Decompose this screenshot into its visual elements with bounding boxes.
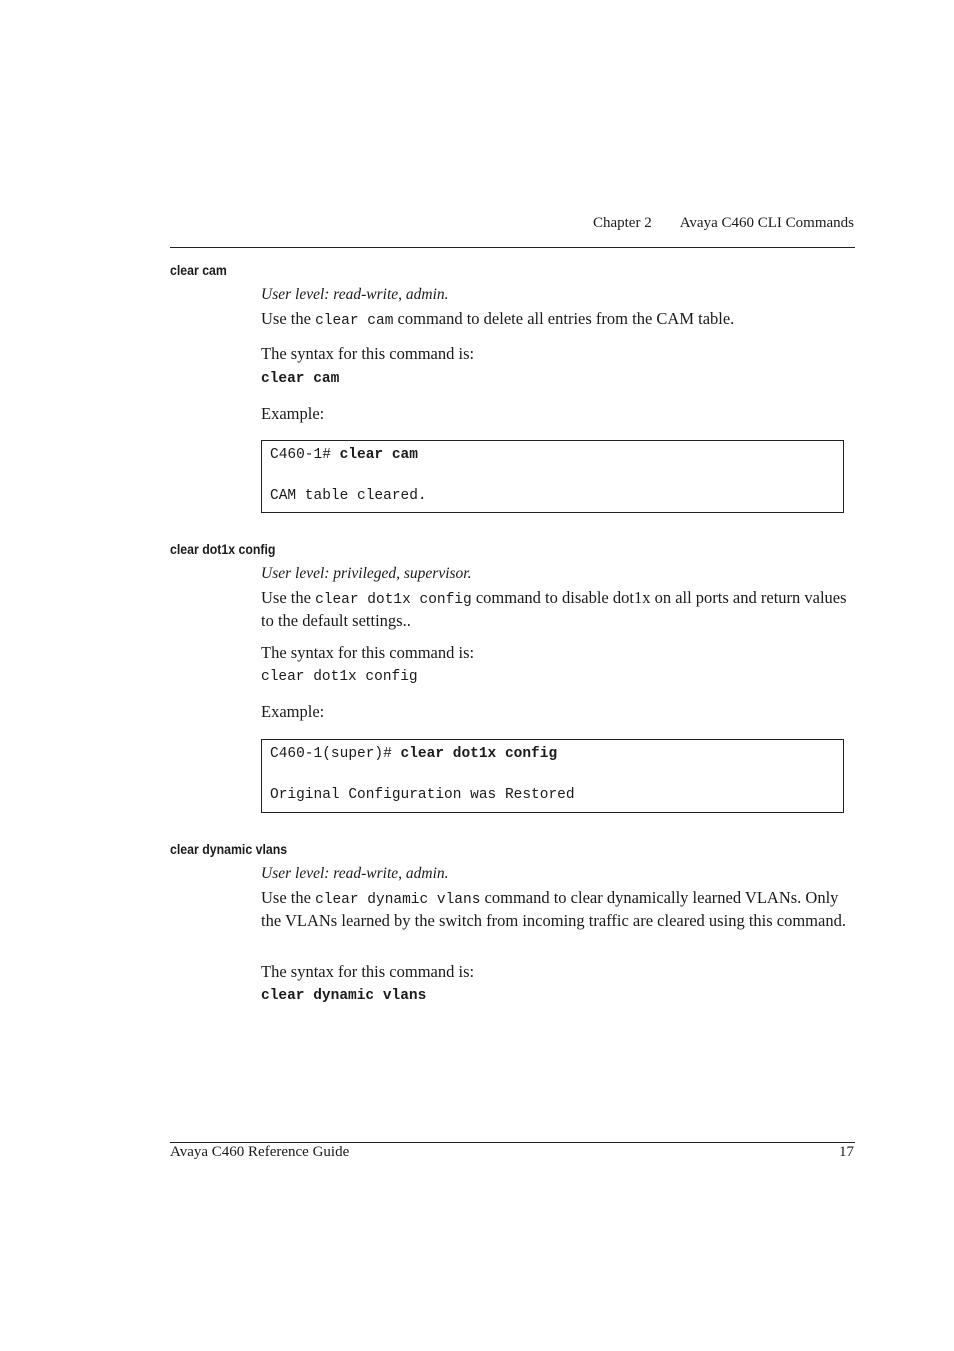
inline-command: clear dynamic vlans (315, 892, 481, 908)
inline-command: clear cam (315, 313, 394, 329)
syntax-command: clear dot1x config (261, 669, 418, 685)
footer-rule (170, 1142, 855, 1143)
description-text: command to disable dot1x on all ports and return values to the default settings.. (261, 588, 847, 630)
page-number: 17 (839, 1144, 854, 1160)
chapter-label: Chapter 2 (592, 215, 652, 231)
user-level: User level: privileged, supervisor. (261, 565, 472, 582)
syntax-command: clear dynamic vlans (261, 988, 427, 1004)
example-box (261, 440, 844, 513)
example-label: Example: (261, 404, 325, 423)
cli-command: clear cam (339, 447, 418, 463)
footer-guide-title: Avaya C460 Reference Guide (170, 1144, 350, 1160)
description-text: command to delete all entries from the CAM table. (393, 309, 735, 328)
syntax-command: clear cam (261, 371, 340, 387)
description (261, 888, 855, 930)
description-text: Use the (261, 309, 316, 328)
chapter-title: Avaya C460 CLI Commands (679, 215, 854, 231)
header-rule (170, 247, 855, 248)
section-heading-clear-dot1x-config: clear dot1x config (170, 541, 276, 557)
inline-command: clear dot1x config (315, 592, 472, 608)
section-heading-clear-dynamic-vlans: clear dynamic vlans (170, 841, 288, 857)
syntax-intro: The syntax for this command is: (261, 344, 475, 363)
syntax-intro: The syntax for this command is: (261, 962, 475, 981)
description-text: Use the (261, 588, 316, 607)
running-header (593, 215, 854, 232)
example-command-line (270, 746, 557, 762)
section-heading-clear-cam: clear cam (170, 262, 227, 278)
cli-command: clear dot1x config (400, 746, 558, 762)
cli-output: CAM table cleared. (270, 488, 427, 504)
description (261, 588, 855, 630)
syntax-intro: The syntax for this command is: (261, 643, 475, 662)
cli-output: Original Configuration was Restored (270, 787, 575, 803)
example-label: Example: (261, 702, 325, 721)
user-level: User level: read-write, admin. (261, 865, 449, 882)
description (261, 309, 855, 332)
user-level: User level: read-write, admin. (261, 286, 449, 303)
description-text: Use the (261, 888, 316, 907)
example-command-line (270, 447, 418, 463)
example-box (261, 739, 844, 813)
cli-prompt: C460-1(super)# (270, 746, 401, 762)
description-text: command to clear dynamically learned VLANs. Only the VLANs learned by the switch from incoming traffic are cleared using this command. (261, 888, 846, 930)
cli-prompt: C460-1# (270, 447, 340, 463)
